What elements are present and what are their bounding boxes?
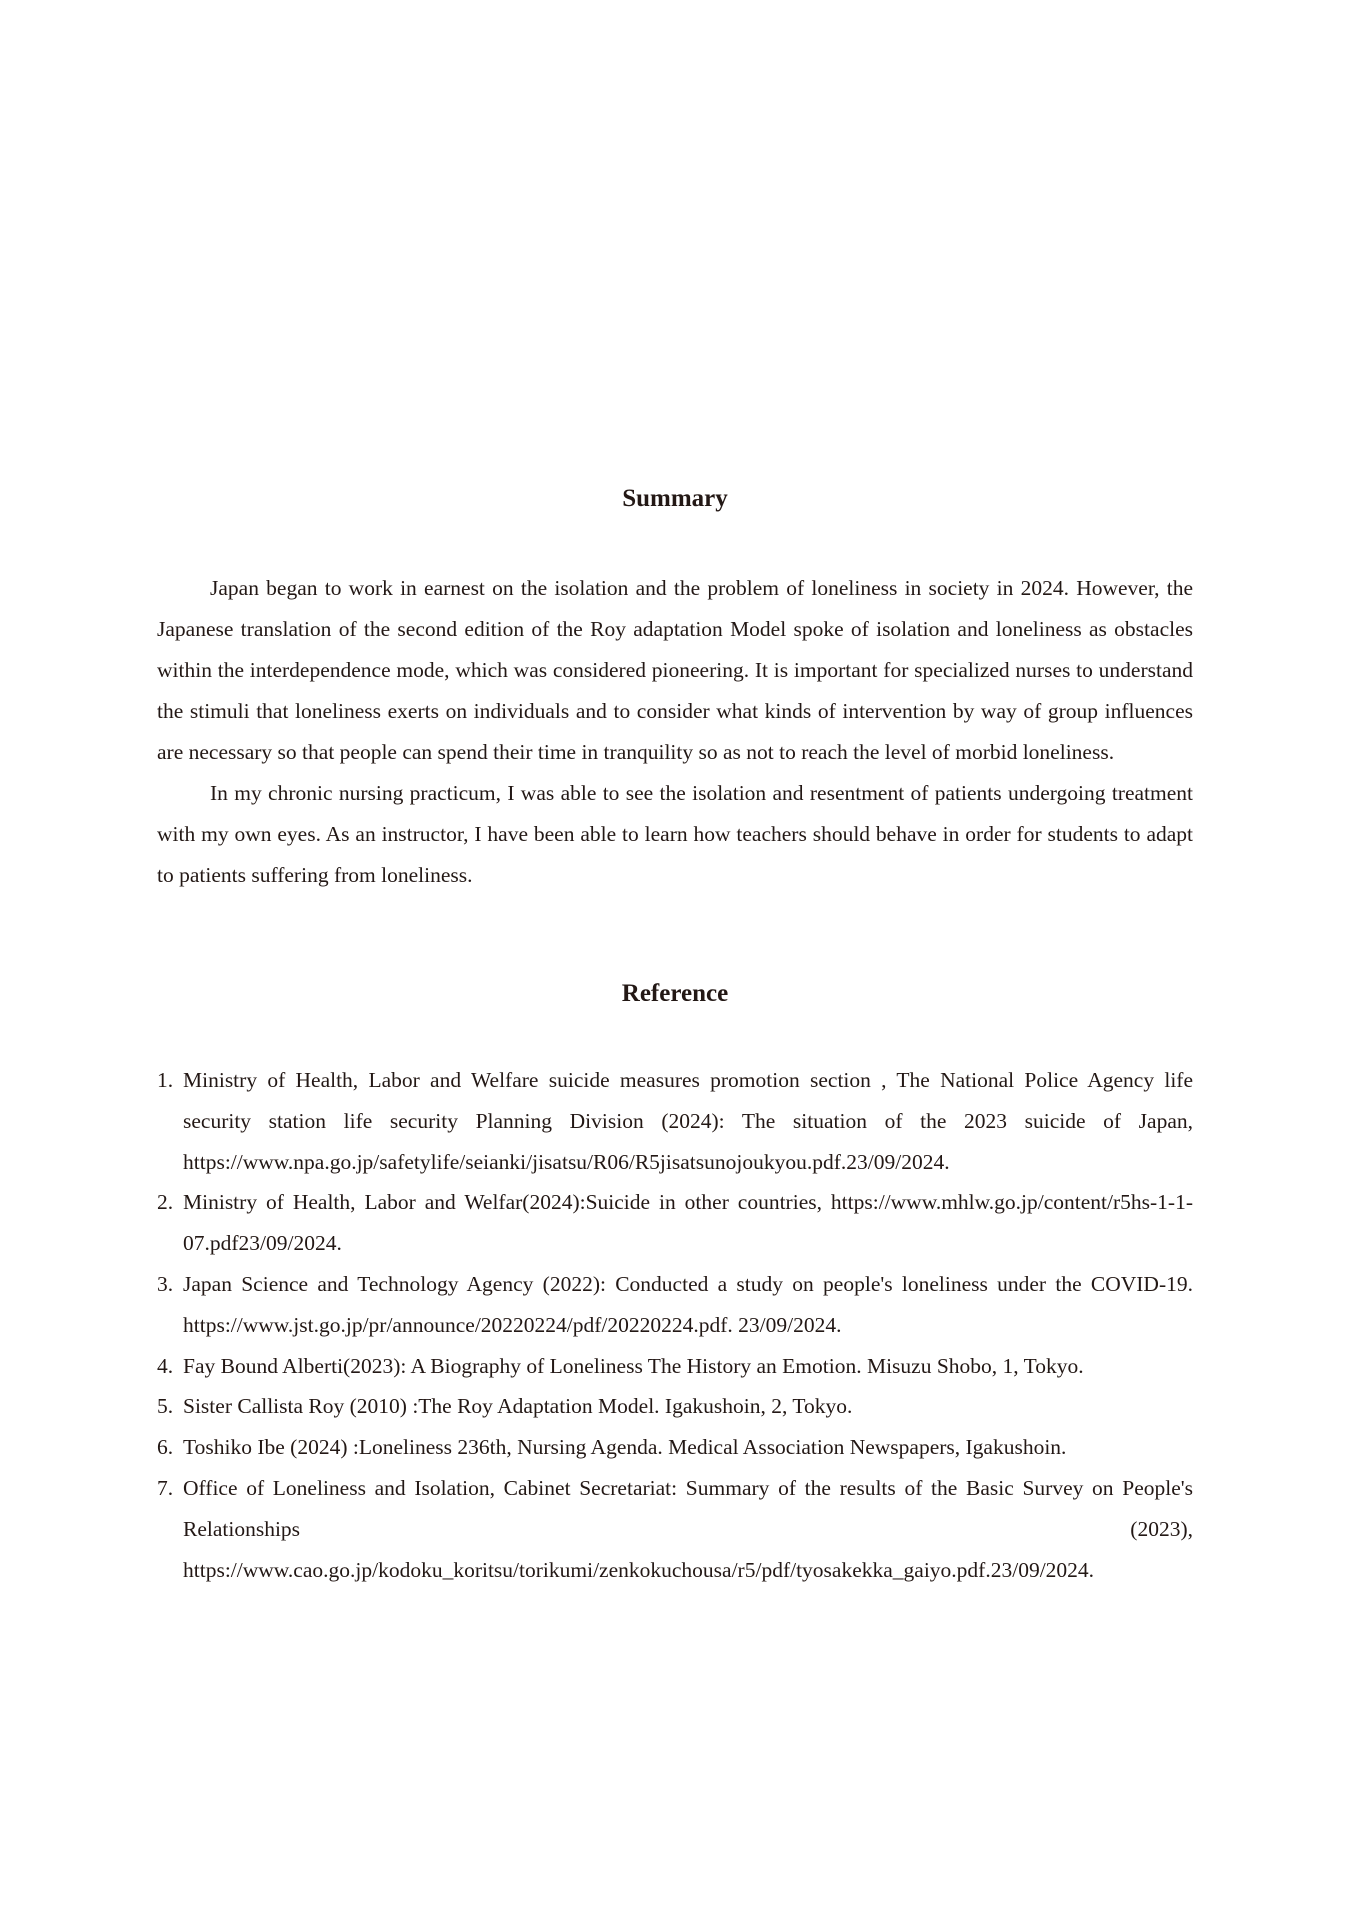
reference-item (157, 1427, 1193, 1468)
reference-text: Sister Callista Roy (2010) :The Roy Adaptation Model. Igakushoin, 2, Tokyo. (183, 1394, 853, 1419)
reference-item (157, 1060, 1193, 1182)
reference-item (157, 1468, 1193, 1590)
reference-text: Japan Science and Technology Agency (2022): Conducted a study on people's loneliness under the COVID-19. https://www.jst.go.jp/pr/announce/20220224/pdf/20220224.pdf. 23/09/2024. (183, 1271, 1193, 1337)
reference-text: Toshiko Ibe (2024) :Loneliness 236th, Nursing Agenda. Medical Association Newspapers, Igakushoin. (183, 1435, 1067, 1460)
reference-item (157, 1386, 1193, 1427)
summary-heading: Summary (622, 485, 728, 512)
reference-number: 6. (157, 1435, 174, 1460)
reference-text: Fay Bound Alberti(2023): A Biography of Loneliness The History an Emotion. Misuzu Shobo, 1, Tokyo. (183, 1353, 1084, 1378)
reference-number: 1. (157, 1068, 174, 1092)
reference-number: 5. (157, 1394, 174, 1419)
reference-number: 3. (157, 1271, 174, 1296)
reference-number: 4. (157, 1353, 174, 1378)
reference-item (157, 1346, 1193, 1387)
reference-number: 7. (157, 1475, 174, 1500)
reference-text: Office of Loneliness and Isolation, Cabinet Secretariat: Summary of the results of the Basic Survey on People's Relationships (2023), https://www.cao.go.jp/kodoku_koritsu/torikumi/zenkokuchousa/r5/pdf/tyosakekka_gaiyo.pdf.23/09/2024. (183, 1475, 1193, 1582)
summary-body (157, 568, 1193, 896)
reference-text: Ministry of Health, Labor and Welfare suicide measures promotion section , The National Police Agency life security station life security Planning Division (2024): The situation of the 2023 suicide of Japan, https://www.npa.go.jp/safetylife/seianki/jisatsu/R06/R5jisatsunojoukyou.pdf.23/09/2024. (183, 1068, 1193, 1174)
reference-list (157, 1060, 1193, 1590)
reference-item (157, 1182, 1193, 1264)
reference-heading: Reference (621, 980, 729, 1007)
summary-paragraph: In my chronic nursing practicum, I was able to see the isolation and resentment of patients undergoing treatment with my own eyes. As an instructor, I have been able to learn how teachers should behave in order for students to adapt to patients suffering from loneliness. (157, 781, 1193, 887)
reference-number: 2. (157, 1190, 174, 1215)
reference-item (157, 1264, 1193, 1346)
summary-paragraph: Japan began to work in earnest on the isolation and the problem of loneliness in society in 2024. However, the Japanese translation of the second edition of the Roy adaptation Model spoke of isolation and loneliness as obstacles within the interdependence mode, which was considered pioneering. It is important for specialized nurses to understand the stimuli that loneliness exerts on individuals and to consider what kinds of intervention by way of group influences are necessary so that people can spend their time in tranquility so as not to reach the level of morbid loneliness. (157, 576, 1193, 764)
reference-text: Ministry of Health, Labor and Welfar(2024):Suicide in other countries, https://www.mhlw.go.jp/content/r5hs-1-1-07.pdf23/09/2024. (183, 1190, 1193, 1256)
